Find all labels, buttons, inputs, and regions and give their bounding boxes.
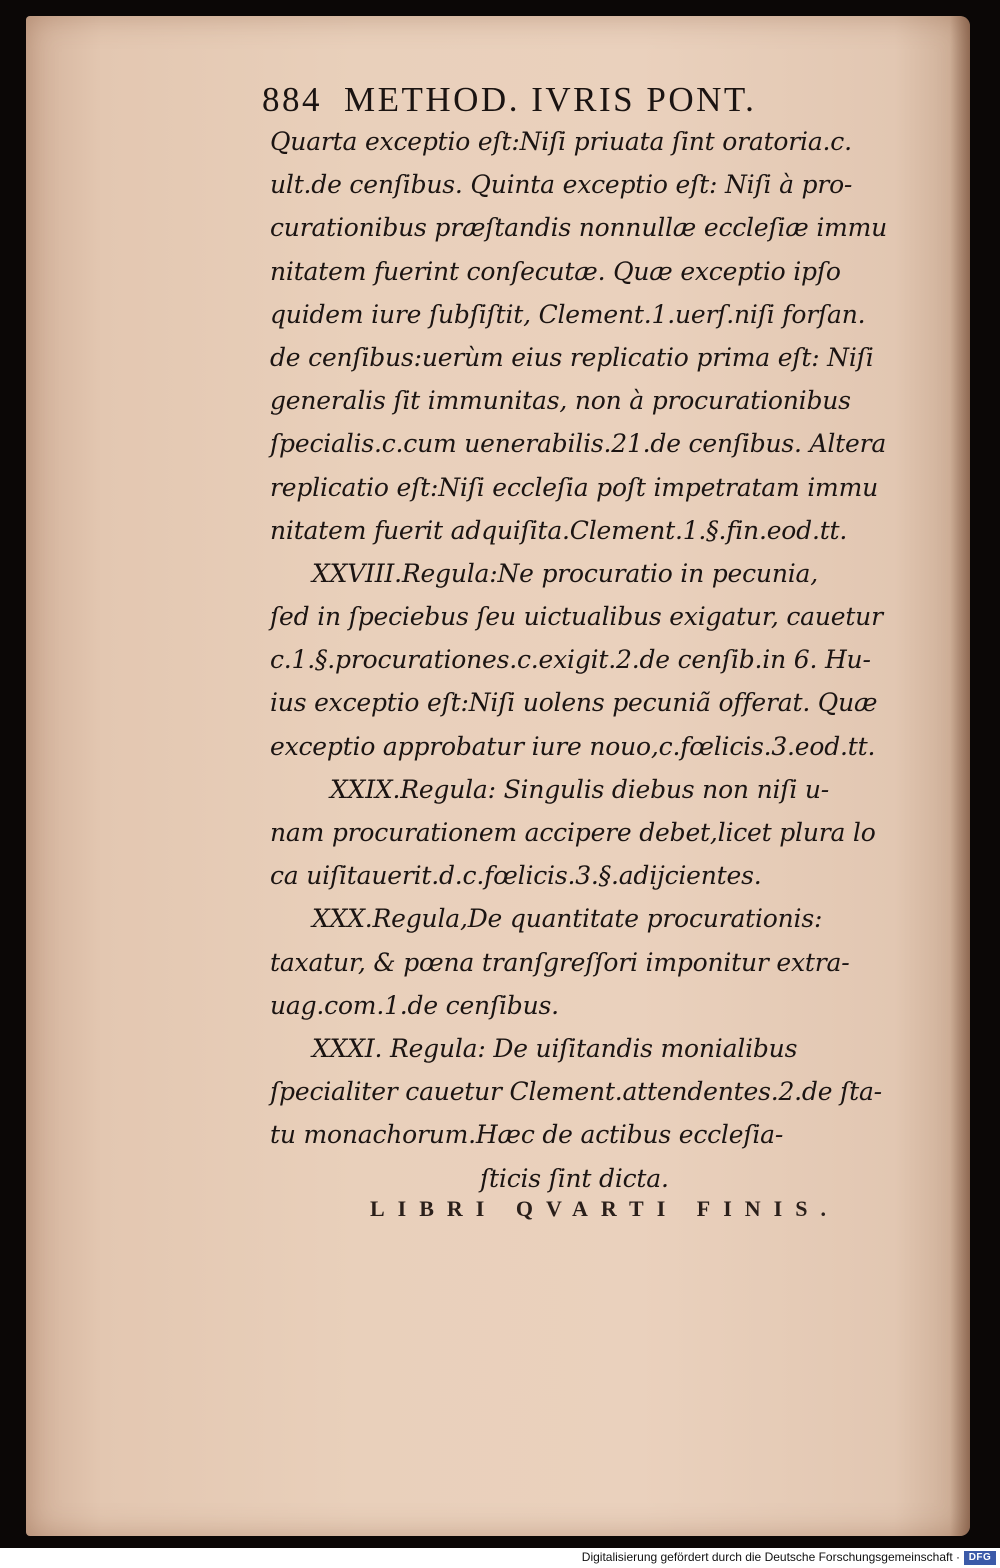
text-line: ult.de cenſibus. Quinta exceptio eſt: Niſi à pro- bbox=[270, 170, 853, 200]
text-line: ca uiſitauerit.d.c.fœlicis.3.§.adijcientes. bbox=[270, 861, 762, 891]
text-line: taxatur, & pœna tranſgreſſori imponitur extra- bbox=[270, 947, 850, 977]
text-line: ſpecialis.c.cum uenerabilis.21.de cenſibus. Altera bbox=[270, 429, 887, 459]
text-line: c.1.§.procurationes.c.exigit.2.de cenſib.in 6. Hu- bbox=[270, 645, 871, 675]
digitization-footer bbox=[0, 1548, 1000, 1568]
rule-heading-line: XXX.Regula,De quantitate procurationis: bbox=[312, 904, 823, 934]
footer-credit: Digitalisierung gefördert durch die Deutsche Forschungsgemeinschaft · bbox=[581, 1550, 960, 1564]
text-line: quidem iure ſubſiſtit, Clement.1.uerſ.niſi forſan. bbox=[270, 299, 866, 329]
text-line: ſed in ſpeciebus ſeu uictualibus exigatur, cauetur bbox=[270, 602, 883, 632]
rule-heading-line: XXXI. Regula: De uiſitandis monialibus bbox=[312, 1033, 798, 1063]
running-title: METHOD. IVRIS PONT. bbox=[344, 80, 757, 119]
rule-heading-line: XXIX.Regula: Singulis diebus non niſi u- bbox=[330, 774, 830, 804]
colophon: LIBRI QVARTI FINIS. bbox=[370, 1196, 839, 1221]
text-line: ſpecialiter cauetur Clement.attendentes.2.de ſta- bbox=[270, 1077, 882, 1107]
text-line: tu monachorum.Hæc de actibus eccleſia- bbox=[270, 1120, 784, 1150]
dfg-logo-icon: DFG bbox=[964, 1551, 996, 1565]
text-line-final: ſticis ſint dicta. bbox=[480, 1163, 669, 1193]
text-line: de cenſibus:uerùm eius replicatio prima eſt: Niſi bbox=[270, 342, 874, 372]
text-line: nitatem fuerint conſecutæ. Quæ exceptio ipſo bbox=[270, 256, 841, 286]
text-line: replicatio eſt:Niſi eccleſia poſt impetratam immu bbox=[270, 472, 878, 502]
text-line: Quarta exceptio eſt:Niſi priuata ſint oratoria.c. bbox=[270, 127, 852, 156]
text-line: exceptio approbatur iure nouo,c.fœlicis.3.eod.tt. bbox=[270, 731, 876, 761]
text-line: generalis ſit immunitas, non à procurationibus bbox=[270, 386, 851, 416]
running-head bbox=[262, 80, 910, 120]
page-edge-shadow bbox=[950, 16, 970, 1536]
text-line: uag.com.1.de cenſibus. bbox=[270, 990, 559, 1020]
rule-heading-line: XXVIII.Regula:Ne procuratio in pecunia, bbox=[312, 558, 818, 588]
text-line: curationibus præſtandis nonnullæ eccleſiæ immu bbox=[270, 213, 888, 243]
text-line: nitatem fuerit adquiſita.Clement.1.§.fin.eod.tt. bbox=[270, 515, 848, 545]
text-line: ius exceptio eſt:Niſi uolens pecuniã offerat. Quæ bbox=[270, 688, 878, 718]
text-block bbox=[262, 80, 910, 1200]
text-line: nam procurationem accipere debet,licet plura lo bbox=[270, 818, 876, 847]
page-number: 884 bbox=[262, 80, 322, 119]
body-text bbox=[270, 120, 910, 1200]
